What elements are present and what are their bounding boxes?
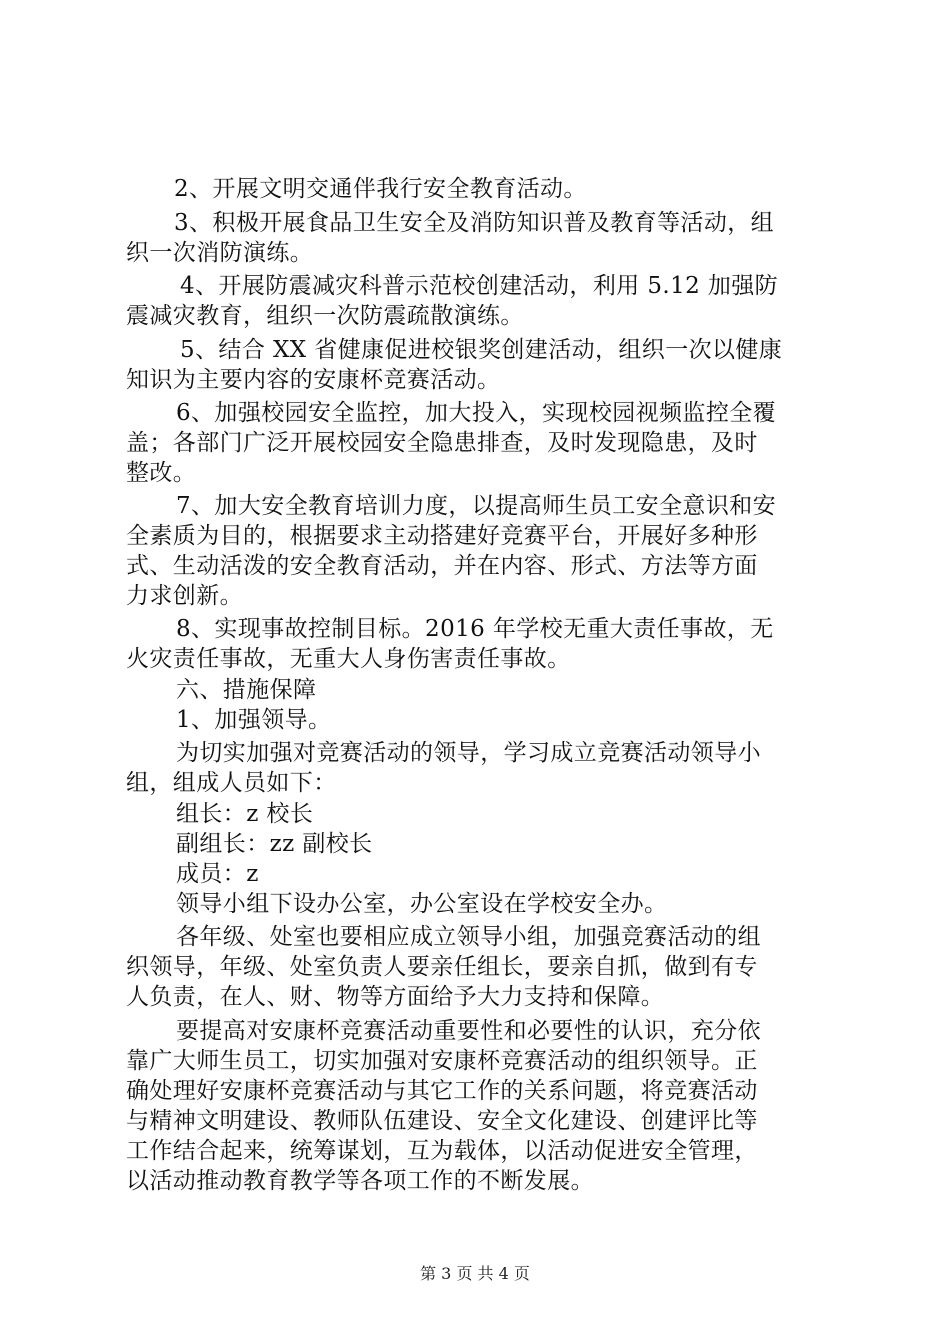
text-line: 6、加强校园安全监控，加大投入，实现校园视频监控全覆 <box>176 400 777 426</box>
text-line: 领导小组下设办公室，办公室设在学校安全办。 <box>176 891 668 917</box>
text-line: 成员：z <box>176 861 259 887</box>
page-footer: 第 3 页 共 4 页 <box>420 1264 530 1283</box>
text-line: 各年级、处室也要相应成立领导小组，加强竞赛活动的组 <box>176 924 761 950</box>
text-line: 全素质为目的，根据要求主动搭建好竞赛平台，开展好多种形 <box>126 523 758 549</box>
text-line: 5、结合 XX 省健康促进校银奖创建活动，组织一次以健康 <box>180 337 783 363</box>
text-line: 织一次消防演练。 <box>126 240 314 266</box>
text-line: 为切实加强对竞赛活动的领导，学习成立竞赛活动领导小 <box>176 740 761 766</box>
text-line: 3、积极开展食品卫生安全及消防知识普及教育等活动，组 <box>174 210 775 236</box>
text-line: 2、开展文明交通伴我行安全教育活动。 <box>174 176 587 202</box>
text-line: 与精神文明建设、教师队伍建设、安全文化建设、创建评比等 <box>126 1108 758 1134</box>
text-line: 确处理好安康杯竞赛活动与其它工作的关系问题，将竞赛活动 <box>126 1078 758 1104</box>
text-line: 8、实现事故控制目标。2016 年学校无重大责任事故，无 <box>176 616 774 642</box>
text-line: 织领导，年级、处室负责人要亲任组长，要亲自抓，做到有专 <box>126 954 758 980</box>
text-line: 组长：z 校长 <box>176 801 314 827</box>
text-line: 靠广大师生员工，切实加强对安康杯竞赛活动的组织领导。正 <box>126 1048 758 1074</box>
text-line: 以活动推动教育教学等各项工作的不断发展。 <box>126 1168 594 1194</box>
text-line: 人负责，在人、财、物等方面给予大力支持和保障。 <box>126 984 665 1010</box>
text-line: 火灾责任事故，无重大人身伤害责任事故。 <box>126 646 571 672</box>
text-line: 盖；各部门广泛开展校园安全隐患排查，及时发现隐患，及时 <box>126 430 758 456</box>
text-line: 4、开展防震减灾科普示范校创建活动，利用 5.12 加强防 <box>180 273 779 299</box>
text-line: 震减灾教育，组织一次防震疏散演练。 <box>126 303 524 329</box>
text-line: 7、加大安全教育培训力度，以提高师生员工安全意识和安 <box>176 493 777 519</box>
text-line: 力求创新。 <box>126 583 243 609</box>
section-heading: 六、措施保障 <box>176 677 317 703</box>
text-line: 副组长：zz 副校长 <box>176 831 373 857</box>
subsection-heading: 1、加强领导。 <box>176 707 332 733</box>
text-line: 整改。 <box>126 460 197 486</box>
text-line: 工作结合起来，统筹谋划，互为载体，以活动促进安全管理， <box>126 1138 758 1164</box>
text-line: 式、生动活泼的安全教育活动，并在内容、形式、方法等方面 <box>126 553 758 579</box>
text-line: 要提高对安康杯竞赛活动重要性和必要性的认识，充分依 <box>176 1018 761 1044</box>
text-line: 组，组成人员如下： <box>126 770 337 796</box>
text-line: 知识为主要内容的安康杯竞赛活动。 <box>126 367 501 393</box>
